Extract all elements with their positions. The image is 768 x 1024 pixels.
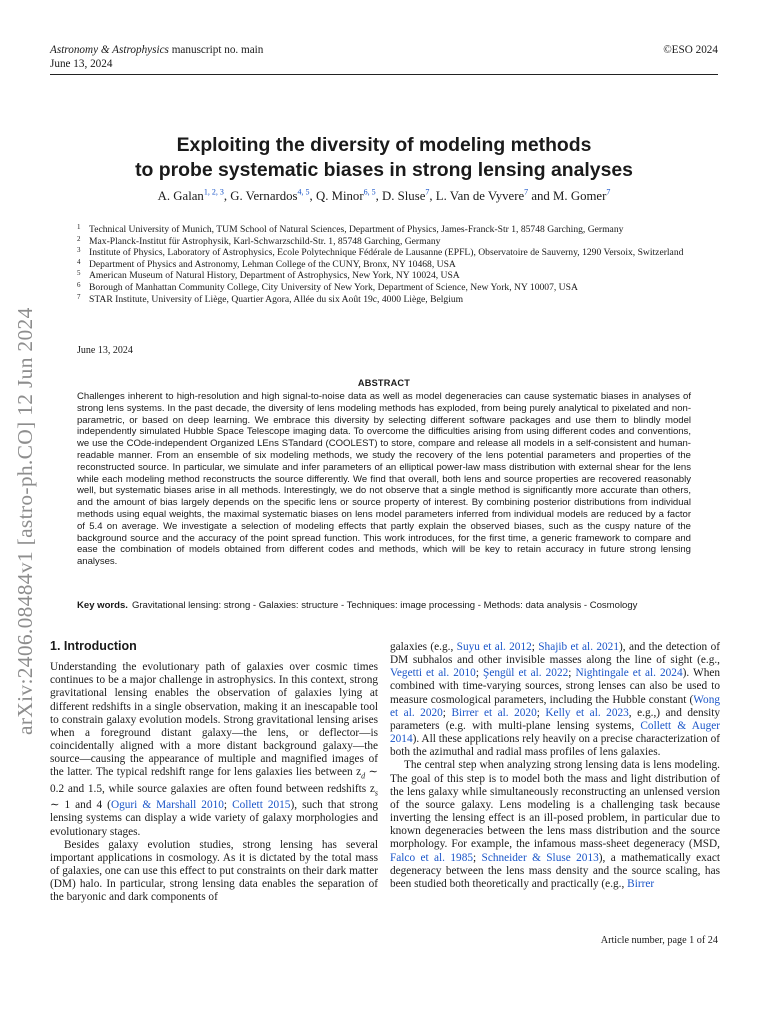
affiliation: 1 Technical University of Munich, TUM School of Natural Sciences, Department of Physics, James-Franck-Str 1, 85748 Garching, Germany xyxy=(77,223,624,235)
arxiv-sidebar: arXiv:2406.08484v1 [astro-ph.CO] 12 Jun 2024 xyxy=(13,307,37,735)
author-list xyxy=(60,188,708,204)
intro-paragraph-1: Understanding the evolutionary path of galaxies over cosmic times continues to be a major challenge in astrophysics. In this context, strong gravitational lensing enables the observation of galaxies lying at different redshifts in a single observation, making it an inescapable tool to constrain galaxy evolution models. Strong gravitational lensing arises when a foreground distant galaxy—the lens, or deflector—is coincidentally aligned with a more distant background galaxy—the source—causing the appearance of multiple and magnified images of the latter. The typical redshift range for lens galaxies lies between $z_d$ ∼ 0.2 and 1.5, while source galaxies are often found between redshifts $z_s$ ∼ 1 and 4 (Oguri & Marshall 2010; Collett 2015), such that strong lensing systems can display a wide variety of galaxy morphologies and evolutionary stages. xyxy=(50,661,378,838)
citation-link[interactable]: Suyu et al. 2012 xyxy=(456,641,532,653)
header-rule xyxy=(50,74,718,75)
author: G. Vernardos$^{4, 5}$, xyxy=(230,188,316,204)
left-column xyxy=(50,640,378,904)
affiliation: 5 American Museum of Natural History, Department of Astrophysics, New York, NY 10024, USA xyxy=(77,269,460,282)
citation-link[interactable]: Oguri & Marshall 2010 xyxy=(110,799,224,812)
intro-paragraph-4: The central step when analyzing strong lensing data is lens modeling. The goal of this step is to model both the mass and light distribution of the lens galaxy while simultaneously reconstructing an unlensed version of the source galaxy. Lens modeling is a challenging task because inverting the lensing effect is an ill-posed problem, in particular due to known degeneracies between the lens mass distribution and the source morphology. For example, the infamous mass-sheet degeneracy (MSD, Falco et al. 1985; Schneider & Sluse 2013), a mathematically exact degeneracy between the lens mass density and the source scaling, has been studied both theoretically and practically (e.g., Birrer xyxy=(390,759,720,890)
keywords-text: Gravitational lensing: strong - Galaxies: structure - Techniques: image processing - Methods: data analysis - Cosmology xyxy=(131,600,638,611)
author: D. Sluse$^7$, xyxy=(382,188,436,204)
received-date: June 13, 2024 xyxy=(77,345,133,356)
affiliation: 7 STAR Institute, University of Liège, Quartier Agora, Allée du six Août 19c, 4000 Liège, Belgium xyxy=(77,292,464,305)
keywords-label: Key words. xyxy=(77,600,128,611)
section-heading: 1. Introduction xyxy=(50,639,137,653)
affiliation: 3 Institute of Physics, Laboratory of Astrophysics, Ecole Polytechnique Fédérale de Lausanne (EPFL), Observatoire de Sauverny, 1290 Versoix, Switzerland xyxy=(77,246,684,259)
citation-link[interactable]: Collett 2015 xyxy=(232,799,291,812)
citation-link[interactable]: Schneider & Sluse 2013 xyxy=(481,851,599,864)
running-header xyxy=(50,43,718,71)
author: L. Van de Vyvere$^7$ and xyxy=(435,188,554,204)
author: Q. Minor$^{6, 5}$, xyxy=(315,188,382,204)
affiliation: 2 Max-Planck-Institut für Astrophysik, Karl-Schwarzschild-Str. 1, 85748 Garching, Germany xyxy=(77,234,441,247)
citation-link[interactable]: Wong et al. 2020 xyxy=(390,693,720,719)
affiliation: 6 Borough of Manhattan Community College, City University of New York, Department of Science, New York, NY 10007, USA xyxy=(77,280,578,293)
affiliation-list xyxy=(77,224,695,305)
keywords xyxy=(77,600,691,611)
copyright: ©ESO 2024 xyxy=(663,44,718,56)
citation-link[interactable]: Collett & Auger 2014 xyxy=(390,719,720,746)
citation-link[interactable]: Şengül et al. 2022 xyxy=(483,667,569,680)
title-line-1: Exploiting the diversity of modeling methods xyxy=(176,134,592,156)
abstract-text: Challenges inherent to high-resolution and high signal-to-noise data as well as model degeneracies can cause systematic biases in analyses of strong lens systems. In the past decade, the diversity of lens modeling methods has exploded, from being purely analytical to pixelated and non-parametric, or based on deep learning. We embrace this diversity by selecting different software packages and use them to blindly model independently simulated Hubble Space Telescope imaging data. To overcome the difficulties arising from using different codes and conventions, we use the COde-independent Organized LEns STandard (COOLEST) to store, compare and release all models in a self-consistent and human-readable manner. From an ensemble of six modeling methods, we study the recovery of the lens potential parameters and properties of the reconstructed source. In particular, we simulate and infer parameters of an elliptical power-law mass distribution with external shear for the lens while each modeling method reconstructs the source differently. We find that overall, both lens and source properties are recovered reasonably well, but systematic biases arise in all methods. Interestingly, we do not observe that a single method is significantly more accurate than others, and the amount of bias largely depends on the specific lens or source property of interest. By combining posterior distributions from individual methods using equal weights, the maximal systematic biases on lens model parameters inferred from individual models are reduced by a factor of 5.4 on average. We investigate a selection of modeling effects that partly explain the observed biases, such as the cuspy nature of the background source and the accuracy of the point spread function. This work introduces, for the first time, a generic framework to compare and ease the combination of models obtained from different codes and methods, which will be key to retain accuracy in future strong lensing analyses. xyxy=(77,391,691,568)
page-footer: Article number, page 1 of 24 xyxy=(600,935,718,946)
citation-link[interactable]: Vegetti et al. 2010 xyxy=(390,667,476,680)
affiliation: 4 Department of Physics and Astronomy, Lehman College of the CUNY, Bronx, NY 10468, USA xyxy=(77,257,456,270)
paper-title xyxy=(80,133,688,183)
citation-link[interactable]: Nightingale et al. 2024 xyxy=(575,667,683,680)
citation-link[interactable]: Kelly et al. 2023 xyxy=(545,706,629,719)
journal-name: Astronomy & Astrophysics xyxy=(50,44,169,56)
author: A. Galan$^{1, 2, 3}$, xyxy=(157,188,231,204)
intro-paragraph-3: galaxies (e.g., Suyu et al. 2012; Shajib et al. 2021), and the detection of DM subhalos and other invisible masses along the line of sight (e.g., Vegetti et al. 2010; Şengül et al. 2022; Nightingale et al. 2024). When combined with time-varying sources, strong lenses can also be used to measure cosmological parameters, including the Hubble constant (Wong et al. 2020; Birrer et al. 2020; Kelly et al. 2023, e.g.,) and density parameters (e.g. with multi-plane lensing systems, Collett & Auger 2014). All these applications rely heavily on a precise characterization of both the azimuthal and radial mass profiles of lens galaxies. xyxy=(390,641,721,759)
citation-link[interactable]: Falco et al. 1985 xyxy=(390,851,473,864)
intro-paragraph-2: Besides galaxy evolution studies, strong lensing has several important applications in cosmology. As it is dictated by the total mass of galaxies, one can use this effect to put constraints on their dark matter (DM) halo. In particular, strong lensing data enables the separation of the baryonic and dark components of xyxy=(50,838,378,904)
header-date: June 13, 2024 xyxy=(50,58,113,70)
citation-link[interactable]: Birrer xyxy=(627,877,655,890)
citation-link[interactable]: Birrer et al. 2020 xyxy=(451,706,537,719)
right-column xyxy=(390,641,720,891)
title-line-2: to probe systematic biases in strong lensing analyses xyxy=(135,159,633,181)
manuscript-label: manuscript no. main xyxy=(171,44,264,56)
author: M. Gomer$^7$ xyxy=(553,188,611,204)
citation-link[interactable]: Shajib et al. 2021 xyxy=(538,641,619,653)
journal-line xyxy=(50,43,718,57)
abstract-heading: ABSTRACT xyxy=(357,378,411,388)
